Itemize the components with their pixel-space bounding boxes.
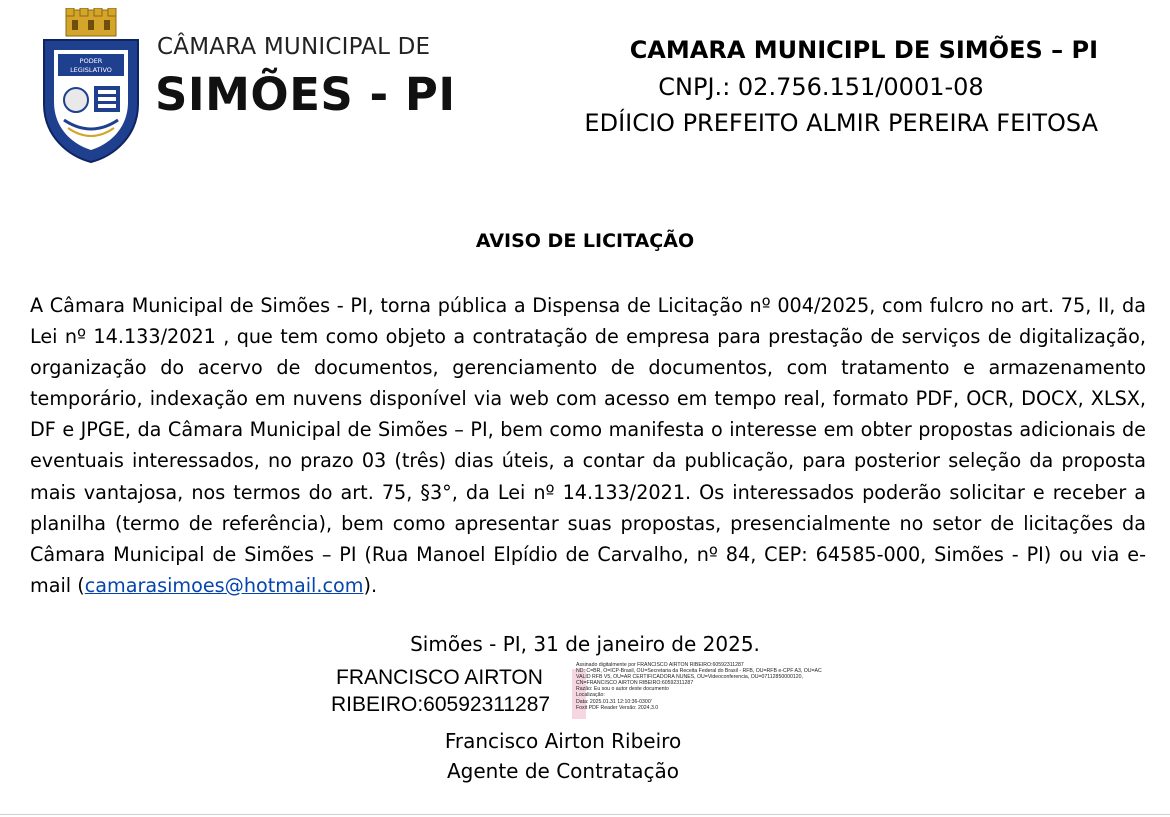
stamp-line: Foxit PDF Reader Versão: 2024.3.0 bbox=[576, 704, 659, 711]
notice-body bbox=[30, 290, 1146, 601]
stamp-line: Assinado digitalmente por FRANCISCO AIRTON RIBEIRO:60592311287 bbox=[576, 662, 744, 668]
header-institution-title: CAMARA MUNICIPL DE SIMÕES – PI bbox=[629, 36, 1098, 64]
notice-title: AVISO DE LICITAÇÃO bbox=[475, 230, 695, 252]
crown-icon bbox=[66, 8, 116, 36]
logo-title-line1: CÂMARA MUNICIPAL DE bbox=[157, 34, 431, 60]
municipal-coat-of-arms-logo bbox=[38, 8, 144, 164]
svg-text:LEGISLATIVO: LEGISLATIVO bbox=[70, 66, 112, 74]
logo-title-line2: SIMÕES - PI bbox=[155, 68, 456, 121]
digital-signature-name-line1: FRANCISCO AIRTON bbox=[336, 666, 543, 689]
header-cnpj: CNPJ.: 02.756.151/0001-08 bbox=[658, 73, 984, 101]
signer-name: Francisco Airton Ribeiro bbox=[444, 729, 682, 753]
email-link[interactable]: camarasimoes@hotmail.com bbox=[84, 573, 364, 597]
date-line: Simões - PI, 31 de janeiro de 2025. bbox=[410, 632, 760, 656]
stamp-line: ND: C=BR, O=ICP-Brasil, OU=Secretaria da Receita Federal do Brasil - RFB, OU=RFB e-CPF A3, OU=AC VALID RFB V5, OU=AR CERTIFICADORA NUNES, OU=Videoconferencia, OU=07112850000120, CN=FRANCISCO AIRTON RIBEIRO:60592311287 bbox=[576, 668, 822, 687]
signer-role: Agente de Contratação bbox=[446, 759, 679, 783]
stamp-line: Data: 2025.01.31 12:10:36-0300' bbox=[576, 698, 652, 705]
header-building: EDÍICIO PREFEITO ALMIR PEREIRA FEITOSA bbox=[584, 109, 1098, 137]
page-bottom-divider bbox=[0, 814, 1170, 815]
stamp-line: Razão: Eu sou o autor deste documento bbox=[576, 686, 669, 693]
notice-body-text: A Câmara Municipal de Simões - PI, torna pública a Dispensa de Licitação nº 004/2025, com fulcro no art. 75, II, da Lei nº 14.133/2021 , que tem como objeto a contratação de empresa para prestação de serviços de digitalização, organização do acervo de documentos, gerenciamento de documentos, com tratamento e armazenamento temporário, indexação em nuvens disponível via web com acesso em tempo real, formato PDF, OCR, DOCX, XLSX, DF e JPGE, da Câmara Municipal de Simões – PI, bem como manifesta o interesse em obter propostas adicionais de eventuais interessados, no prazo 03 (três) dias úteis, a contar da publicação, para posterior seleção da proposta mais vantajosa, nos termos do art. 75, §3°, da Lei nº 14.133/2021. Os interessados poderão solicitar e receber a planilha (termo de referência), bem como apresentar suas propostas, presencialmente no setor de licitações da Câmara Municipal de Simões – PI (Rua Manoel Elpídio de Carvalho, nº 84, CEP: 64585-000, Simões - PI) ou via e-mail ( bbox=[30, 294, 1146, 597]
notice-body-end: ). bbox=[363, 573, 378, 597]
digital-signature-name-line2: RIBEIRO:60592311287 bbox=[331, 693, 551, 716]
shield-text: PODER bbox=[79, 57, 103, 65]
stamp-line: Localização: bbox=[576, 692, 605, 699]
digital-signature-stamp bbox=[576, 662, 826, 711]
